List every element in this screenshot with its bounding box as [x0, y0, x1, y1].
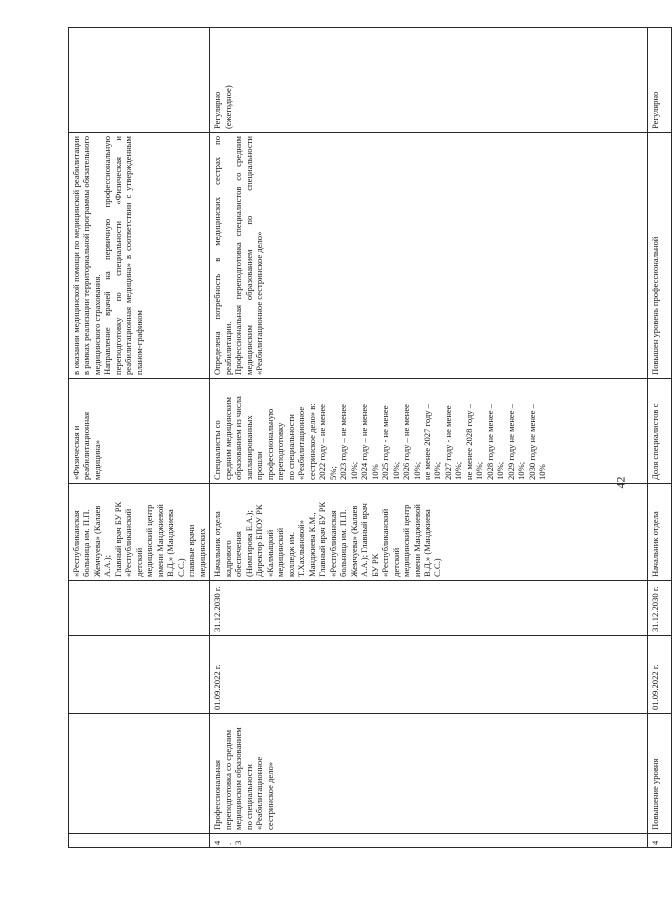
cell-responsible: «Республиканская больница им. П.П. Жемчуева» (Калаев А.А.); Главный врач БУ РК «Республиканский детский медицинский центр имени Манджиевой В.Д.» (Манджиева С.С.) главные врачи медицинских [69, 484, 210, 581]
cell-periodicity: Регулярно (ежегодное) [210, 28, 648, 133]
cell-end-date: 31.12.2030 г. [648, 581, 672, 636]
table-row-4-4 [648, 28, 672, 848]
cell-responsible: Начальник отдела [648, 484, 672, 581]
table-row-continued [69, 28, 210, 848]
cell-number: 4 [648, 834, 672, 848]
cell-indicator: «Физическая и реабилитационная медицина» [69, 379, 210, 484]
cell-number [69, 834, 210, 848]
cell-start-date: 01.09.2022 г. [210, 636, 648, 714]
cell-result: в оказании медицинской помощи по медицинской реабилитации в рамках реализации территориальной программы обязательного медицинского страхования. Направление врачей на первичную профессиональную переподготовку по специальности «Физическая и реабилитационная медицина» в соответствии с утвержденным планом-графиком [69, 133, 210, 379]
table-row-4-3 [210, 28, 648, 848]
cell-end-date [69, 581, 210, 636]
page-number-label: 42 [613, 476, 628, 489]
cell-event [69, 714, 210, 834]
cell-number: 4 . 3 [210, 834, 648, 848]
cell-result: Повышен уровень профессиональной [648, 133, 672, 379]
cell-responsible: Начальник отдела кадрового обеспечения (Нимгирова Е.А.); Директор БПОУ РК «Калмыцкий медицинский колледж им. Т.Хахлыновой» Манджиева К.М., Главный врач БУ РК «Республиканская больница им. П.П. Жемчуева» (Калаев А.А.); Главный врач БУ РК «Республиканский детский медицинский центр имени Манджиевой В.Д.» (Манджиева С.С.) [210, 484, 648, 581]
cell-periodicity: Регулярно [648, 28, 672, 133]
cell-indicator: Доля специалистов с [648, 379, 672, 484]
measures-table [68, 27, 672, 848]
cell-event: Повышение уровня [648, 714, 672, 834]
cell-result: Определена потребность в медицинских сестрах по реабилитации. Профессиональная переподготовка специалистов со средним медицинским образованием по специальности «Реабилитационное сестринское дело» [210, 133, 648, 379]
cell-indicator: Специалисты со средним медицинским образованием из числа запланированных прошли профессиональную переподготовку по специальности «Реабилитационное сестринское дело» в: 2022 году – не менее 5%; 2023 году – не менее 10%; 2024 году – не менее 10% 2025 году - не менее 10%; 2026 году – не менее 10%; не менее 2027 году – 10%; 2027 году - не менее 10%; не менее 2028 году – 10%; 2028 году не менее – 10%; 2029 году не менее – 10%; 2030 году не менее – 10% [210, 379, 648, 484]
cell-start-date [69, 636, 210, 714]
cell-event: Профессиональная переподготовка со средним медицинским образованием по специальности «Реабилитационное сестринское дело» [210, 714, 648, 834]
cell-start-date: 01.09.2022 г. [648, 636, 672, 714]
cell-periodicity [69, 28, 210, 133]
cell-end-date: 31.12.2030 г. [210, 581, 648, 636]
